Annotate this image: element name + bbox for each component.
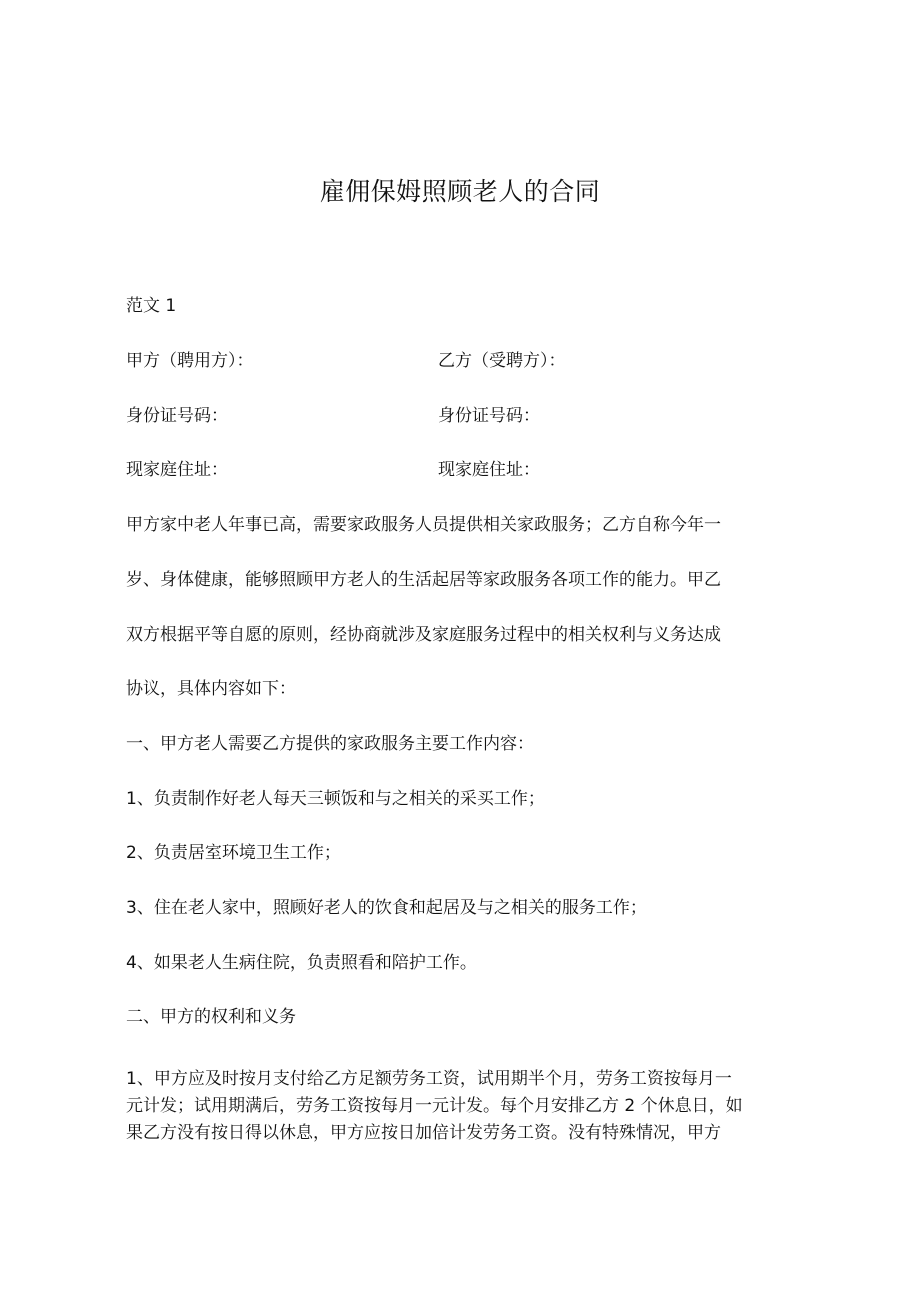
section2-paragraph-line: 果乙方没有按日得以休息，甲方应按日加倍计发劳务工资。没有特殊情况，甲方 <box>126 1123 721 1143</box>
sample-label: 范文 1 <box>126 296 177 316</box>
party-a-address-label: 现家庭住址： <box>126 460 228 480</box>
section2-paragraph-line: 1、甲方应及时按月支付给乙方足额劳务工资，试用期半个月，劳务工资按每月一 <box>126 1069 732 1089</box>
party-a-label: 甲方（聘用方）： <box>126 351 254 371</box>
intro-line: 协议，具体内容如下： <box>126 679 296 699</box>
section1-heading: 一、甲方老人需要乙方提供的家政服务主要工作内容： <box>126 734 534 754</box>
section1-item: 3、住在老人家中，照顾好老人的饮食和起居及与之相关的服务工作； <box>126 898 647 918</box>
section1-item: 4、如果老人生病住院，负责照看和陪护工作。 <box>126 953 477 973</box>
section2-paragraph <box>126 1066 796 1147</box>
intro-line: 岁、身体健康，能够照顾甲方老人的生活起居等家政服务各项工作的能力。甲乙 <box>126 570 721 590</box>
section1-item: 2、负责居室环境卫生工作； <box>126 843 341 863</box>
document-title: 雇佣保姆照顾老人的合同 <box>319 177 601 206</box>
party-b-id-label: 身份证号码： <box>438 406 540 426</box>
party-b-address-label: 现家庭住址： <box>438 460 540 480</box>
section2-paragraph-line: 元计发；试用期满后，劳务工资按每月一元计发。每个月安排乙方 2 个休息日，如 <box>126 1096 743 1116</box>
section1-item: 1、负责制作好老人每天三顿饭和与之相关的采买工作； <box>126 789 545 809</box>
intro-line: 甲方家中老人年事已高，需要家政服务人员提供相关家政服务；乙方自称今年一 <box>126 515 721 535</box>
intro-line: 双方根据平等自愿的原则，经协商就涉及家庭服务过程中的相关权利与义务达成 <box>126 625 721 645</box>
party-b-label: 乙方（受聘方）： <box>438 351 566 371</box>
party-a-id-label: 身份证号码： <box>126 406 228 426</box>
section2-heading: 二、甲方的权利和义务 <box>126 1007 296 1027</box>
